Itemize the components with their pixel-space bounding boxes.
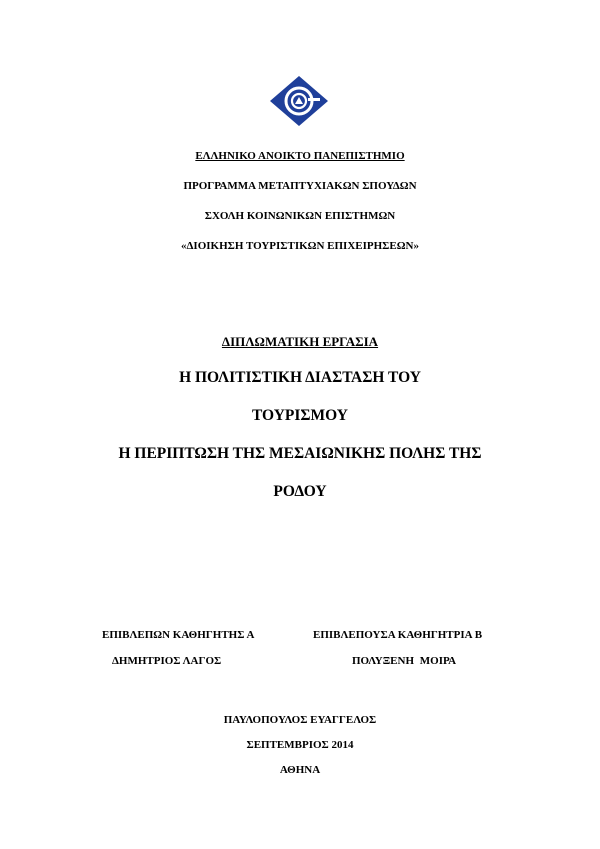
title-line-3: Η ΠΕΡΙΠΤΩΣΗ ΤΗΣ ΜΕΣΑΙΩΝΙΚΗΣ ΠΟΛΗΣ ΤΗΣ — [118, 445, 482, 462]
program-name: ΠΡΟΓΡΑΜΜΑ ΜΕΤΑΠΤΥΧΙΑΚΩΝ ΣΠΟΥΔΩΝ — [183, 180, 417, 192]
school-name: ΣΧΟΛΗ ΚΟΙΝΩΝΙΚΩΝ ΕΠΙΣΤΗΜΩΝ — [204, 210, 396, 222]
title-line-1: Η ΠΟΛΙΤΙΣΤΙΚΗ ΔΙΑΣΤΑΣΗ ΤΟΥ — [179, 369, 421, 386]
author-name: ΠΑΥΛΟΠΟΥΛΟΣ ΕΥΑΓΓΕΛΟΣ — [223, 714, 377, 726]
supervisor-b-role: ΕΠΙΒΛΕΠΟΥΣΑ ΚΑΘΗΓΗΤΡΙΑ Β — [313, 629, 483, 641]
supervisor-a-name: ΔΗΜΗΤΡΙΟΣ ΛΑΓΟΣ — [112, 655, 222, 667]
submission-date: ΣΕΠΤΕΜΒΡΙΟΣ 2014 — [246, 739, 354, 751]
title-line-2: ΤΟΥΡΙΣΜΟΥ — [251, 407, 349, 424]
supervisor-a-role: ΕΠΙΒΛΕΠΩΝ ΚΑΘΗΓΗΤΗΣ Α — [102, 629, 255, 641]
supervisor-b-name: ΠΟΛΥΞΕΝΗ ΜΟΙΡΑ — [352, 655, 457, 667]
university-logo-icon — [268, 74, 330, 128]
course-name: «ΔΙΟΙΚΗΣΗ ΤΟΥΡΙΣΤΙΚΩΝ ΕΠΙΧΕΙΡΗΣΕΩΝ» — [181, 240, 419, 252]
thesis-type: ΔΙΠΛΩΜΑΤΙΚΗ ΕΡΓΑΣΙΑ — [221, 334, 379, 349]
city: ΑΘΗΝΑ — [279, 764, 321, 776]
title-line-4: ΡΟΔΟΥ — [273, 483, 327, 500]
university-name: ΕΛΛΗΝΙΚΟ ΑΝΟΙΚΤΟ ΠΑΝΕΠΙΣΤΗΜΙΟ — [195, 150, 405, 162]
